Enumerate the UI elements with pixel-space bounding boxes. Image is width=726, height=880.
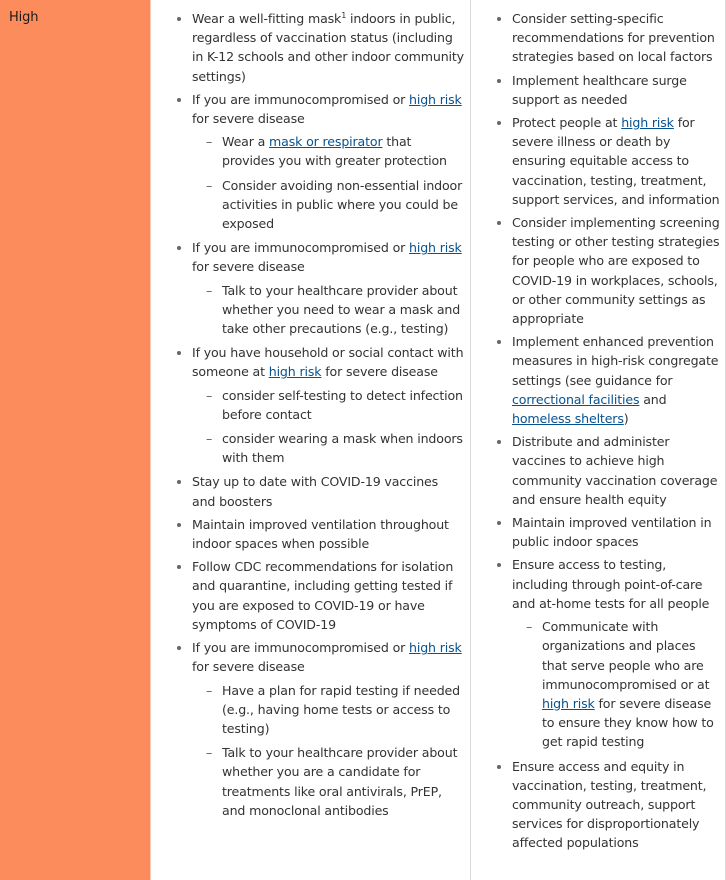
list-item: If you are immunocompromised or high risk for severe disease – Talk to your healthcare provider about whether you need to wear a mask and take other precautions (e.g., testing) [174,238,464,338]
level-label: High [9,10,39,25]
sub-list-item: – Consider avoiding non-essential indoor activities in public where you could be exposed [192,176,464,234]
list-item: Ensure access and equity in vaccination, testing, treatment, community outreach, support services for disproportionately affected populations [494,757,721,853]
level-cell [0,0,151,880]
list-item: Wear a well-fitting mask$^1$ indoors in public, regardless of vaccination status (including in K-12 schools and other indoor community settings) [174,9,464,86]
mask-or-respirator-link[interactable]: mask or respirator [269,134,383,150]
list-item: Follow CDC recommendations for isolation and quarantine, including getting tested if you are exposed to COVID-19 or have symptoms of COVID-19 [174,557,464,634]
list-item: If you are immunocompromised or high risk for severe disease – Wear a mask or respirator that provides you with greater protection – Consider avoiding non-essential indoor activities in public where you could be exposed [174,90,464,233]
list-item: Ensure access to testing, including through point-of-care and at-home tests for all people – Communicate with organizations and places that serve people who are immunocompromised or at high risk for severe disease to ensure they know how to get rapid testing [494,555,721,751]
sub-list-item: – consider self-testing to detect infection before contact [192,386,464,424]
correctional-facilities-link[interactable]: correctional facilities [512,391,640,407]
sub-list-item: – Talk to your healthcare provider about whether you are a candidate for treatments like oral antivirals, PrEP, and monoclonal antibodies [192,743,464,820]
list-item: Distribute and administer vaccines to achieve high community vaccination coverage and ensure health equity [494,432,721,509]
high-risk-link[interactable]: high risk [409,240,462,256]
sub-list-item: – consider wearing a mask when indoors with them [192,429,464,467]
high-risk-link[interactable]: high risk [542,695,595,711]
sub-list-item: – Communicate with organizations and places that serve people who are immunocompromised or at high risk for severe disease to ensure they know how to get rapid testing [512,617,721,751]
sub-list-item: – Wear a mask or respirator that provides you with greater protection [192,132,464,170]
list-item: If you have household or social contact with someone at high risk for severe disease – consider self-testing to detect infection before contact – consider wearing a mask when indoors with them [174,343,464,467]
list-item: Protect people at high risk for severe illness or death by ensuring equitable access to vaccination, testing, treatment, support services, and information [494,113,721,209]
high-risk-link[interactable]: high risk [409,91,462,107]
list-item: Consider setting-specific recommendations for prevention strategies based on local factors [494,9,721,67]
individual-recommendations [151,0,471,880]
list-item: Maintain improved ventilation throughout indoor spaces when possible [174,515,464,553]
high-risk-link[interactable]: high risk [409,640,462,656]
list-item: Implement healthcare surge support as needed [494,71,721,109]
list-item: Consider implementing screening testing or other testing strategies for people who are exposed to COVID-19 in workplaces, schools, or other community settings as appropriate [494,213,721,328]
list-item: If you are immunocompromised or high risk for severe disease – Have a plan for rapid testing if needed (e.g., having home tests or access to testing) – Talk to your healthcare provider about whether you are a candidate for treatments like oral antivirals, PrEP, and monoclonal antibodies [174,638,464,820]
community-recommendations [471,0,726,880]
list-item: Stay up to date with COVID-19 vaccines and boosters [174,472,464,510]
homeless-shelters-link[interactable]: homeless shelters [512,411,624,427]
list-item: Implement enhanced prevention measures in high-risk congregate settings (see guidance for correctional facilities and homeless shelters) [494,332,721,428]
sub-list-item: – Have a plan for rapid testing if needed (e.g., having home tests or access to testing) [192,681,464,739]
high-risk-link[interactable]: high risk [621,115,674,131]
high-risk-link[interactable]: high risk [268,364,322,380]
sub-list-item: – Talk to your healthcare provider about whether you need to wear a mask and take other precautions (e.g., testing) [192,281,464,339]
list-item: Maintain improved ventilation in public indoor spaces [494,513,721,551]
footnote-marker[interactable]: 1 [341,10,347,20]
